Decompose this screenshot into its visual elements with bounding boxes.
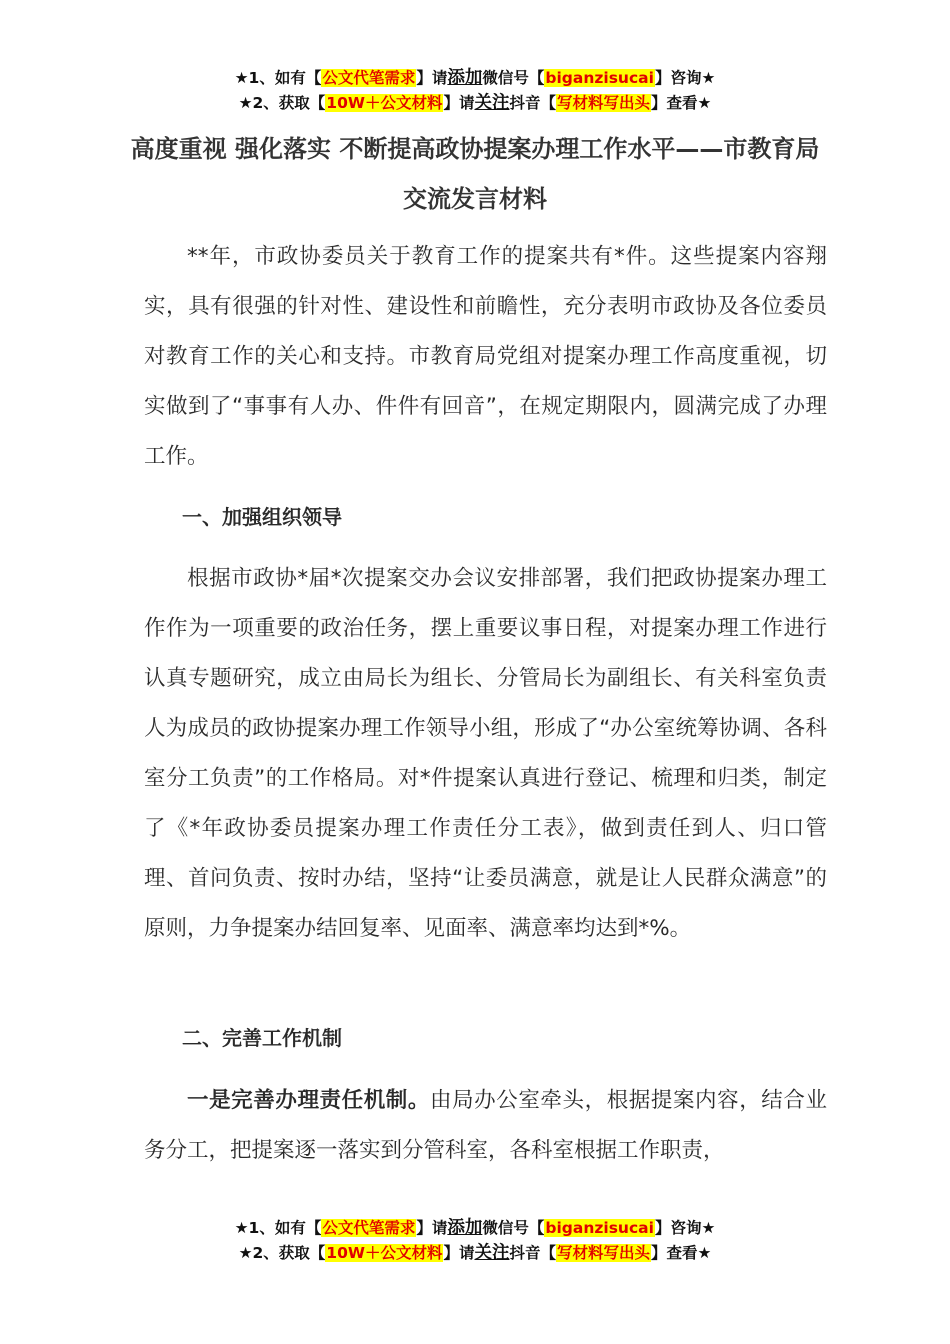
highlight-text: 10W＋公文材料: [326, 94, 443, 112]
footer-banner: [0, 1216, 950, 1266]
banner-text: ★2、获取【: [238, 94, 326, 112]
emphasis-text: 关注: [474, 93, 510, 113]
emphasis-text: 添加: [447, 1218, 483, 1238]
section-heading-1: 一、加强组织领导: [182, 505, 342, 529]
banner-text: ★1、如有【: [234, 1219, 322, 1237]
banner-line-1: [0, 1216, 950, 1241]
wechat-id: biganzisucai: [545, 1219, 654, 1237]
banner-text: 】请: [443, 1244, 475, 1262]
wechat-id: biganzisucai: [545, 69, 654, 87]
highlight-text: 10W＋公文材料: [326, 1244, 443, 1262]
banner-text: 】查看★: [651, 1244, 712, 1262]
douyin-account: 写材料写出头: [556, 94, 650, 112]
banner-text: 】查看★: [651, 94, 712, 112]
highlight-text: 公文代笔需求: [322, 1219, 416, 1237]
header-banner: [0, 66, 950, 116]
paragraph-rest: 由局办公室牵头，根据提案内容，结合业务分工，把提案逐一落实到分管科室，各科室根据工作职责，: [144, 1088, 827, 1163]
banner-text: 】请: [443, 94, 475, 112]
banner-text: 抖音【: [509, 1244, 556, 1262]
paragraph-lead: 一是完善办理责任机制。: [187, 1088, 430, 1113]
banner-text: 】咨询★: [654, 69, 716, 87]
banner-text: 】请: [416, 69, 448, 87]
paragraph-organization: 根据市政协*届*次提案交办会议安排部署，我们把政协提案办理工作作为一项重要的政治任务，摆上重要议事日程，对提案办理工作进行认真专题研究，成立由局长为组长、分管局长为副组长、有关科室负责人为成员的政协提案办理工作领导小组，形成了“办公室统筹协调、各科室分工负责”的工作格局。对*件提案认真进行登记、梳理和归类，制定了《*年政协委员提案办理工作责任分工表》，做到责任到人、归口管理、首问负责、按时办结，坚持“让委员满意，就是让人民群众满意”的原则，力争提案办结回复率、见面率、满意率均达到*%。: [144, 566, 827, 941]
document-title: 高度重视 强化落实 不断提高政协提案办理工作水平——市教育局交流发言材料: [130, 135, 820, 213]
banner-text: ★1、如有【: [234, 69, 322, 87]
banner-line-2: [0, 91, 950, 116]
banner-text: ★2、获取【: [238, 1244, 326, 1262]
banner-text: 微信号【: [482, 69, 545, 87]
paragraph-intro: **年，市政协委员关于教育工作的提案共有*件。这些提案内容翔实，具有很强的针对性、建设性和前瞻性，充分表明市政协及各位委员对教育工作的关心和支持。市教育局党组对提案办理工作高度重视，切实做到了“事事有人办、件件有回音”，在规定期限内，圆满完成了办理工作。: [144, 244, 827, 469]
banner-text: 】请: [416, 1219, 448, 1237]
banner-line-1: [0, 66, 950, 91]
highlight-text: 公文代笔需求: [322, 69, 416, 87]
douyin-account: 写材料写出头: [556, 1244, 650, 1262]
banner-text: 】咨询★: [654, 1219, 716, 1237]
emphasis-text: 添加: [447, 68, 483, 88]
emphasis-text: 关注: [474, 1243, 510, 1263]
banner-text: 微信号【: [482, 1219, 545, 1237]
banner-line-2: [0, 1241, 950, 1266]
banner-text: 抖音【: [509, 94, 556, 112]
section-heading-2: 二、完善工作机制: [182, 1026, 342, 1050]
paragraph-mechanism: [144, 1076, 827, 1176]
